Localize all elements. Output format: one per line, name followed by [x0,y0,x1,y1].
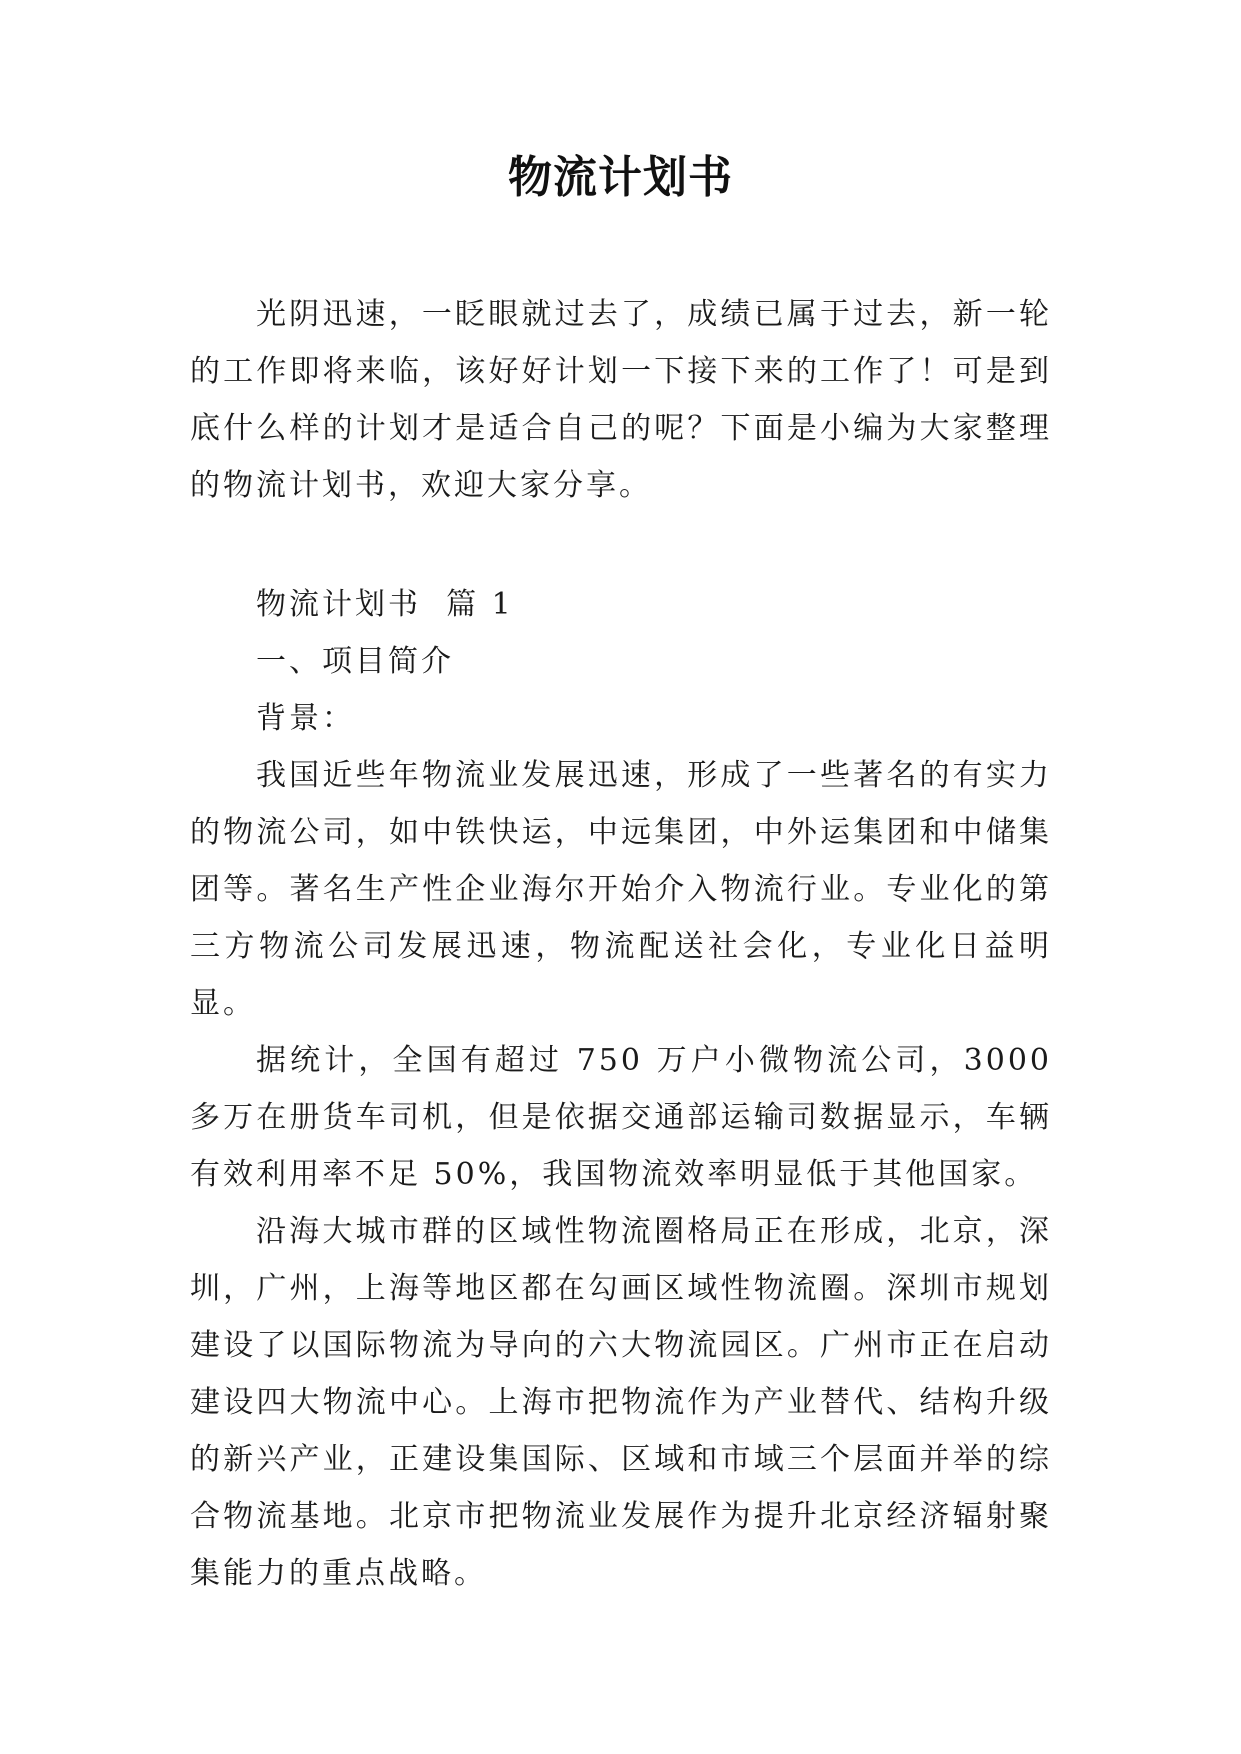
main-section [190,576,1052,1602]
intro-section [190,286,1052,514]
subheading: 一、项目简介 [256,644,454,679]
body-paragraph: 沿海大城市群的区域性物流圈格局正在形成，北京，深圳，广州，上海等地区都在勾画区域性物流圈。深圳市规划建设了以国际物流为导向的六大物流园区。广州市正在启动建设四大物流中心。上海市把物流作为产业替代、结构升级的新兴产业，正建设集国际、区域和市域三个层面并举的综合物流基地。北京市把物流业发展作为提升北京经济辐射聚集能力的重点战略。 [190,1214,1052,1591]
background-label: 背景： [256,701,355,736]
document-title: 物流计划书 [508,152,733,203]
body-paragraph: 我国近些年物流业发展迅速，形成了一些著名的有实力的物流公司，如中铁快运，中远集团，中外运集团和中储集团等。著名生产性企业海尔开始介入物流行业。专业化的第三方物流公司发展迅速，物流配送社会化，专业化日益明显。 [190,758,1052,1021]
body-paragraph: 据统计，全国有超过 750 万户小微物流公司，3000 多万在册货车司机，但是依据交通部运输司数据显示，车辆有效利用率不足 50%，我国物流效率明显低于其他国家。 [190,1043,1052,1192]
intro-paragraph: 光阴迅速，一眨眼就过去了，成绩已属于过去，新一轮的工作即将来临，该好好计划一下接下来的工作了！可是到底什么样的计划才是适合自己的呢？下面是小编为大家整理的物流计划书，欢迎大家分享。 [190,297,1052,503]
section-heading: 物流计划书 篇 1 [256,587,514,622]
